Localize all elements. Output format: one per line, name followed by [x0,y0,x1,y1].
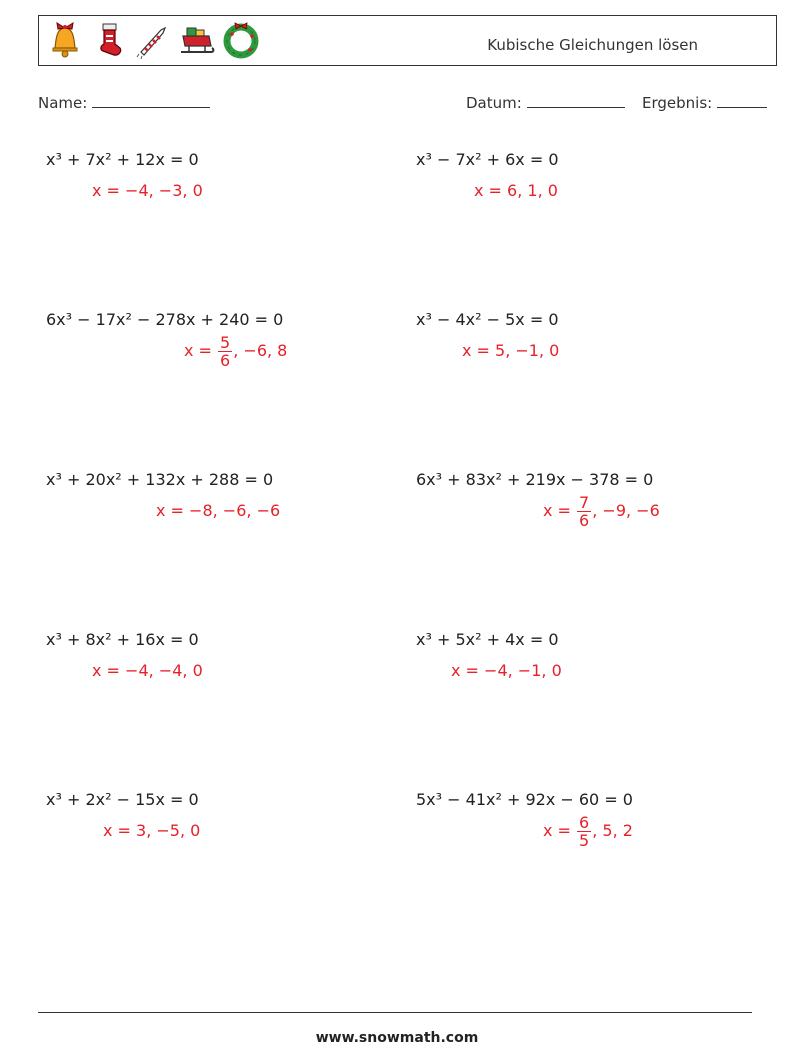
answer: x = −8, −6, −6 [156,501,281,520]
answer: x = 6, 1, 0 [474,181,558,200]
equation: x³ + 2x² − 15x = 0 [46,790,199,809]
answer [543,814,633,849]
equation: 5x³ − 41x² + 92x − 60 = 0 [416,790,633,809]
icon-row [45,20,261,60]
worksheet-header [38,15,777,66]
answer [543,494,660,529]
name-label: Name: [38,94,88,112]
fraction [218,334,232,369]
equation: x³ + 8x² + 16x = 0 [46,630,199,649]
equation: x³ − 4x² − 5x = 0 [416,310,559,329]
result-label: Ergebnis: [642,94,713,112]
equation: x³ + 20x² + 132x + 288 = 0 [46,470,274,489]
answer: x = −4, −1, 0 [451,661,562,680]
result-line [717,93,767,108]
answer [184,334,287,369]
date-line [527,93,625,108]
date-label: Datum: [466,94,522,112]
candy-cane-rocket-icon [133,20,173,60]
worksheet-title: Kubische Gleichungen lösen [487,36,698,54]
name-line [92,93,210,108]
fraction-numerator: 6 [579,813,590,832]
answer-prefix: x = [543,821,577,840]
equation: 6x³ − 17x² − 278x + 240 = 0 [46,310,284,329]
sleigh-icon [177,20,217,60]
fraction [577,494,591,529]
equation: x³ + 7x² + 12x = 0 [46,150,199,169]
answer: x = −4, −4, 0 [92,661,203,680]
date-field [466,93,625,112]
answer-suffix: , −6, 8 [233,341,288,360]
answer-prefix: x = [543,501,577,520]
fraction-numerator: 5 [220,333,231,352]
equation: x³ + 5x² + 4x = 0 [416,630,559,649]
fraction-numerator: 7 [579,493,590,512]
fraction-denominator: 6 [220,351,231,370]
fraction-denominator: 6 [579,511,590,530]
name-field [38,93,210,112]
result-field [642,93,767,112]
stocking-icon [89,20,129,60]
footer-url[interactable]: www.snowmath.com [315,1030,479,1046]
bell-icon [45,20,85,60]
equation: 6x³ + 83x² + 219x − 378 = 0 [416,470,654,489]
wreath-icon [221,20,261,60]
answer-suffix: , −9, −6 [592,501,660,520]
footer-divider [38,1012,752,1013]
equation: x³ − 7x² + 6x = 0 [416,150,559,169]
fraction-denominator: 5 [579,831,590,850]
answer-suffix: , 5, 2 [592,821,633,840]
answer: x = −4, −3, 0 [92,181,203,200]
answer-prefix: x = [184,341,218,360]
fraction [577,814,591,849]
answer: x = 5, −1, 0 [462,341,560,360]
answer: x = 3, −5, 0 [103,821,201,840]
